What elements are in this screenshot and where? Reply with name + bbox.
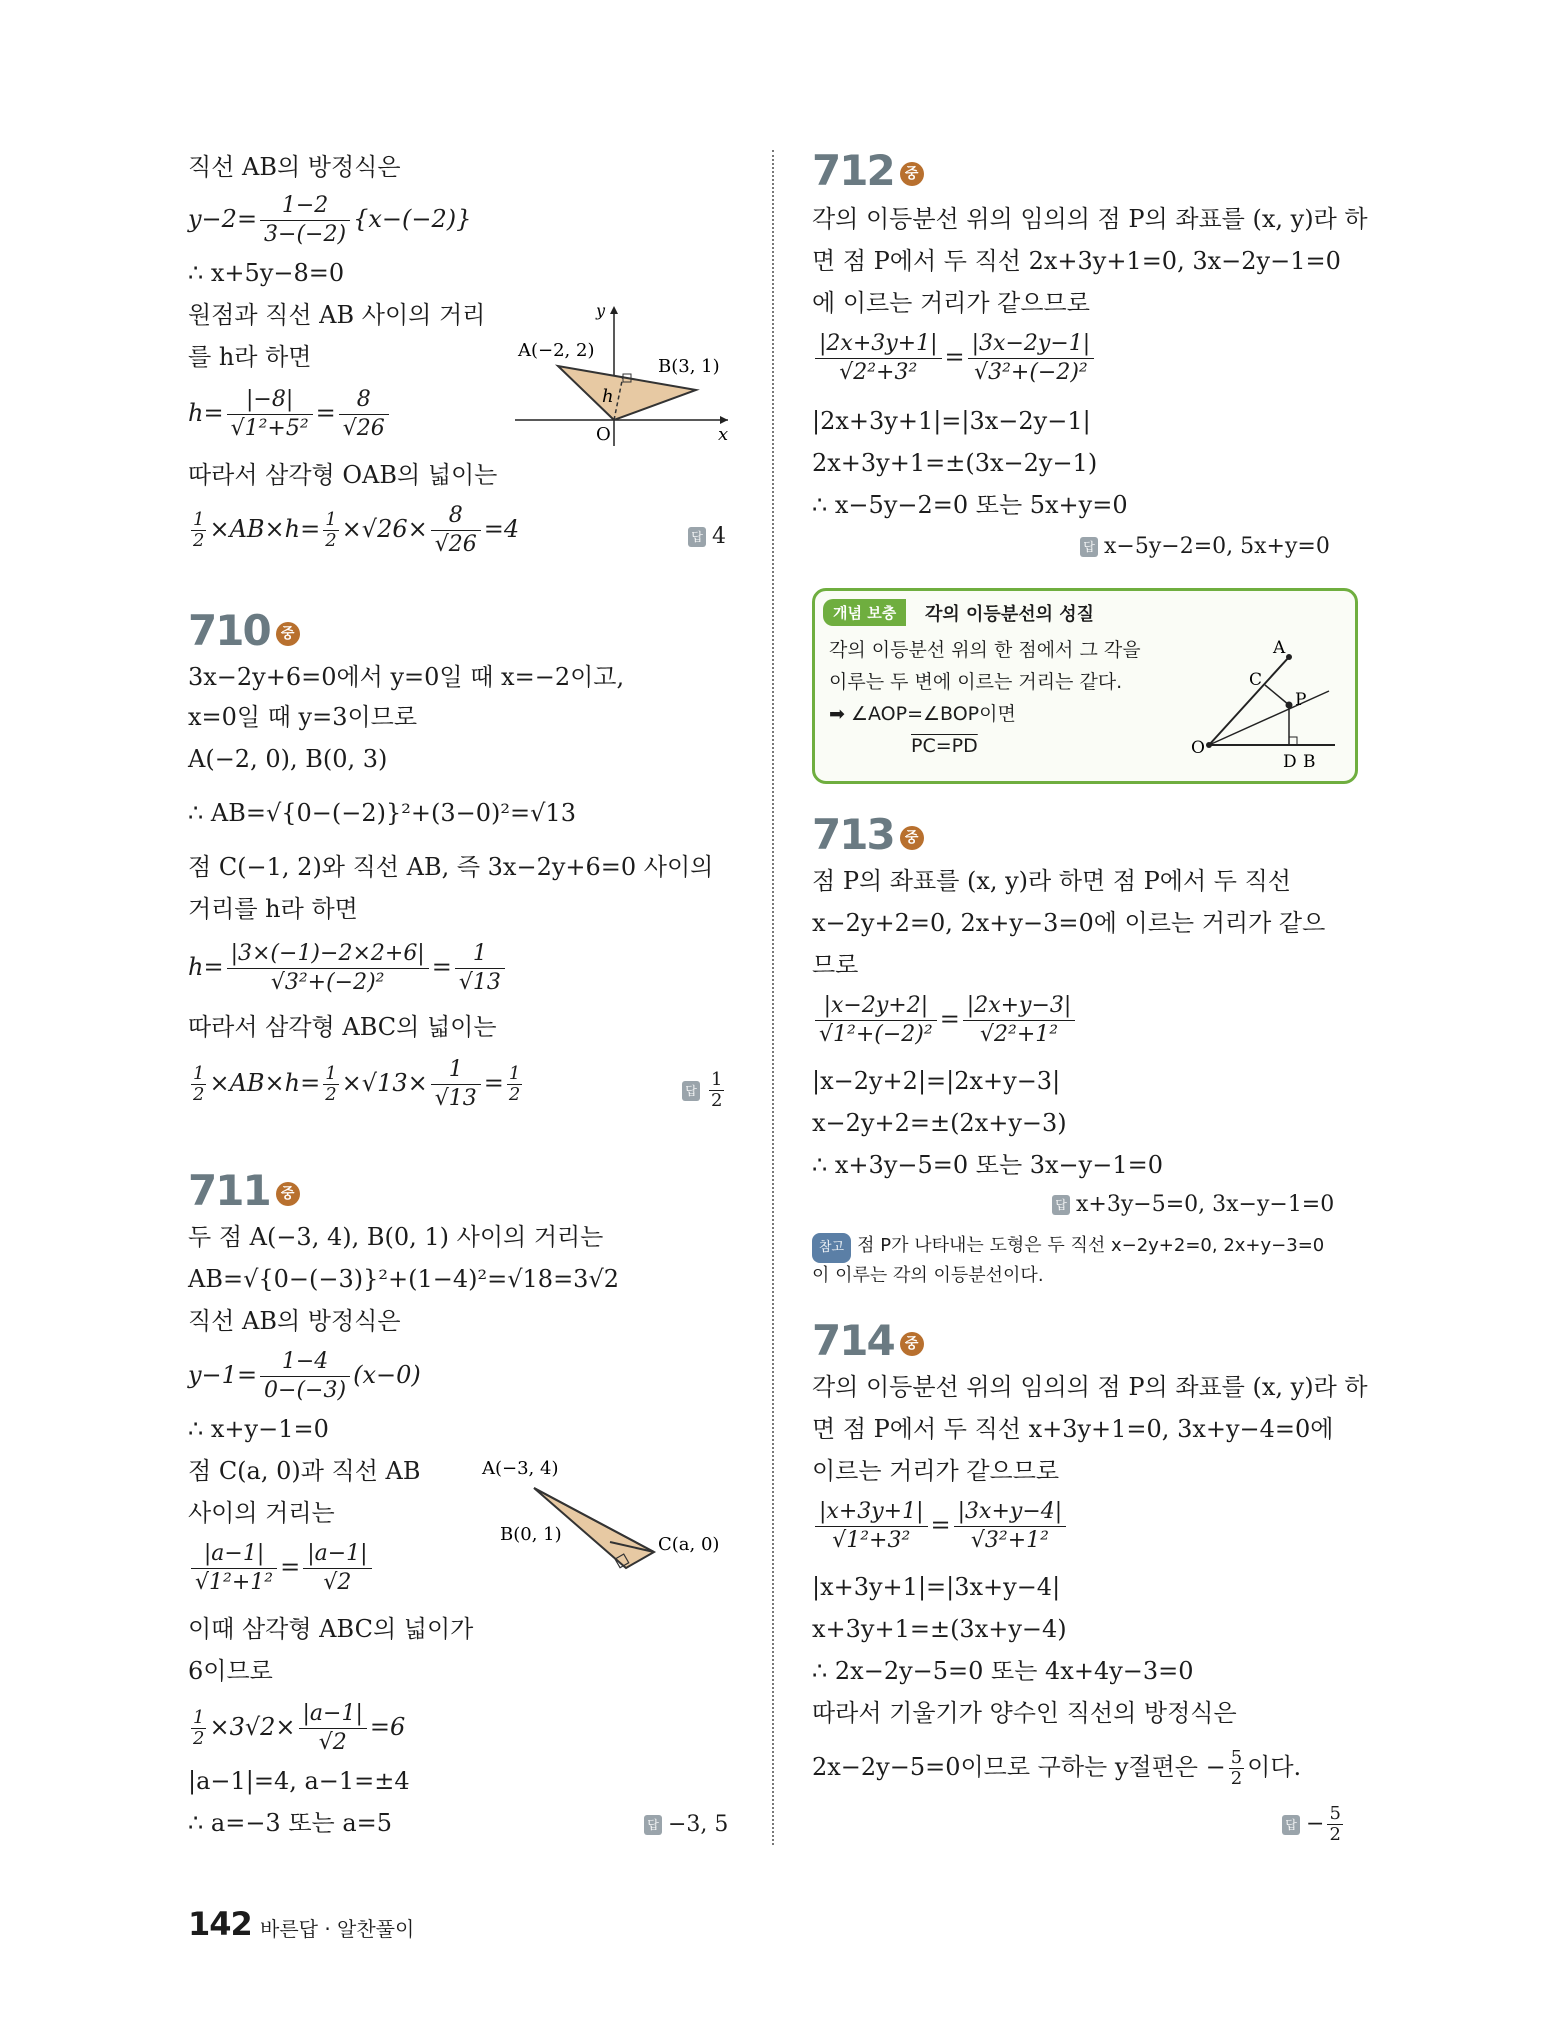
text-line: 점 C(−1, 2)와 직선 AB, 즉 3x−2y+6=0 사이의	[188, 853, 714, 881]
concept-box	[812, 588, 1358, 784]
fraction	[1327, 1804, 1342, 1845]
eq-part: =6	[369, 1713, 406, 1741]
equation: h= $\frac{|3\times(-1)-2\times 2+6|}{\text{√3²+(−2)²}}$ = $\frac{1}{√13}$	[188, 940, 508, 997]
numerator: |2x+y−3|	[963, 992, 1076, 1021]
text-line: ∴ a=−3 또는 a=5	[188, 1809, 393, 1837]
numerator: 1−4	[260, 1348, 350, 1377]
problem-number: 711	[188, 1166, 270, 1215]
problem-number-713	[812, 810, 924, 859]
fraction	[260, 192, 350, 249]
text-line: x=0일 때 y=3이므로	[188, 703, 418, 731]
right-angle-d	[1289, 737, 1297, 745]
answer-icon: 답	[1282, 1815, 1300, 1835]
fraction	[303, 1540, 371, 1597]
numerator: 1	[508, 1063, 521, 1084]
note-tag: 참고	[812, 1233, 851, 1263]
denominator: 2	[325, 530, 337, 551]
concept-line: 각의 이등분선 위의 한 점에서 그 각을	[829, 639, 1141, 661]
text-line: 거리를 h라 하면	[188, 895, 358, 923]
label-b: B	[1303, 752, 1316, 772]
label-a: A(−2, 2)	[518, 340, 595, 361]
text-line: ∴ AB=√{0−(−2)}²+(3−0)²=√13	[188, 799, 576, 827]
fraction	[323, 1064, 338, 1105]
difficulty-badge: 중	[900, 162, 924, 186]
text-line: 6이므로	[188, 1657, 273, 1685]
answer-713	[1052, 1192, 1334, 1217]
denominator: 2	[193, 530, 205, 551]
bisector-op	[1209, 691, 1329, 745]
eq-part: h=	[188, 953, 224, 981]
equation	[188, 192, 471, 249]
denominator: √26	[342, 416, 385, 441]
denominator: 2	[193, 1728, 205, 1749]
denominator: 2	[1230, 1768, 1243, 1789]
answer-icon: 답	[1080, 537, 1098, 557]
text-line: x+3y+1=±(3x+y−4)	[812, 1615, 1067, 1643]
numerator: 1	[325, 1063, 337, 1084]
text-part: 이다.	[1247, 1753, 1302, 1781]
numerator: 8	[339, 386, 389, 415]
text-part: 2x−2y−5=0이므로 구하는 y절편은 −	[812, 1753, 1226, 1781]
text-line: |2x+3y+1|=|3x−2y−1|	[812, 407, 1091, 435]
label-o: O	[596, 424, 611, 445]
denominator: √26	[434, 532, 477, 557]
numerator: |a−1|	[299, 1700, 367, 1729]
denominator: √3²+(−2)²	[270, 970, 385, 995]
numerator: |2x+3y+1|	[815, 330, 942, 359]
numerator: |a−1|	[191, 1540, 277, 1569]
page-number: 142	[188, 1905, 252, 1943]
numerator: |a−1|	[303, 1540, 371, 1569]
text-line: 면 점 P에서 두 직선 x+3y+1=0, 3x+y−4=0에	[812, 1415, 1334, 1443]
problem-number: 710	[188, 606, 270, 655]
text-line: 따라서 삼각형 OAB의 넓이는	[188, 461, 498, 489]
fraction	[1229, 1748, 1244, 1789]
equation: $\frac{|x-2y+2|}{\text{√1²+(−2)²}}$ = $\frac{|2x+y-3|}{\text{√2²+1²}}$	[812, 992, 1078, 1049]
denominator: 2	[193, 1084, 205, 1105]
denominator: √1²+(−2)²	[819, 1022, 933, 1047]
angle-bisector-figure	[1185, 633, 1345, 773]
numerator: 1	[193, 509, 205, 530]
numerator: |−8|	[227, 386, 313, 415]
eq-part: y−1=	[188, 1361, 258, 1389]
label-d: D	[1283, 752, 1297, 772]
denominator: √2	[318, 1730, 347, 1755]
note-line: 이 이루는 각의 이등분선이다.	[812, 1265, 1044, 1286]
eq-part: ×AB×h=	[209, 515, 321, 543]
text-line: 사이의 거리는	[188, 1499, 335, 1527]
eq-part: {x−(−2)}	[353, 205, 472, 233]
denominator: √3²+1²	[970, 1528, 1049, 1553]
numerator: 1	[325, 509, 337, 530]
problem-number-710	[188, 606, 300, 655]
text-line: ∴ 2x−2y−5=0 또는 4x+4y−3=0	[812, 1657, 1194, 1685]
numerator: 1	[431, 1056, 481, 1085]
fraction	[963, 992, 1076, 1049]
answer-icon: 답	[682, 1081, 700, 1101]
y-arrow	[610, 306, 618, 314]
numerator: 8	[431, 502, 481, 531]
numerator: 1−2	[260, 192, 350, 221]
denominator: √13	[434, 1086, 477, 1111]
label-o: O	[1191, 738, 1205, 758]
point-a	[1286, 654, 1292, 660]
eq-part: (x−0)	[353, 1361, 421, 1389]
label-p: P	[1295, 690, 1307, 710]
fraction	[968, 330, 1095, 387]
text-line: 직선 AB의 방정식은	[188, 1307, 401, 1335]
concept-line: PC=PD	[911, 735, 978, 757]
numerator: |3x+y−4|	[954, 1498, 1067, 1527]
numerator: 5	[1230, 1747, 1243, 1768]
text-line: ∴ x+3y−5=0 또는 3x−y−1=0	[812, 1151, 1163, 1179]
text-line: AB=√{0−(−3)}²+(1−4)²=√18=3√2	[188, 1265, 620, 1293]
numerator: 1	[455, 940, 505, 969]
eq-part: y−2=	[188, 205, 258, 233]
answer-712	[1080, 534, 1330, 559]
text-line: 를 h라 하면	[188, 343, 312, 371]
text-line: 원점과 직선 AB 사이의 거리	[188, 301, 486, 329]
problem-number-714	[812, 1316, 924, 1365]
denominator: √2²+1²	[980, 1022, 1059, 1047]
problem-number-712	[812, 146, 924, 195]
concept-line: 이루는 두 변에 이르는 거리는 같다.	[829, 671, 1123, 693]
difficulty-badge: 중	[900, 1332, 924, 1356]
eq-part: ×3√2×	[209, 1713, 296, 1741]
numerator: |x−2y+2|	[815, 992, 937, 1021]
numerator: |3×(−1)−2×2+6|	[227, 940, 429, 969]
text-line: 이르는 거리가 같으므로	[812, 1457, 1060, 1485]
numerator: |3x−2y−1|	[968, 330, 1095, 359]
answer-value: x−5y−2=0, 5x+y=0	[1104, 534, 1330, 559]
equation	[188, 1700, 405, 1757]
denominator: √1²+3²	[832, 1528, 911, 1553]
x-arrow	[720, 416, 728, 424]
text-line: 에 이르는 거리가 같으므로	[812, 289, 1090, 317]
column-divider	[772, 150, 774, 1845]
text-line: 점 C(a, 0)과 직선 AB	[188, 1457, 421, 1485]
denominator: √1²+1²	[195, 1570, 274, 1595]
difficulty-badge: 중	[276, 1182, 300, 1206]
fraction	[227, 386, 313, 443]
denominator: √2²+3²	[839, 360, 918, 385]
answer-710	[682, 1070, 727, 1111]
text-line: x−2y+2=0, 2x+y−3=0에 이르는 거리가 같으	[812, 909, 1326, 937]
answer-711	[644, 1812, 728, 1837]
equation: $\frac{|x+3y+1|}{\text{√1²+3²}}$ = $\frac{|3x+y-4|}{\text{√3²+1²}}$	[812, 1498, 1069, 1555]
label-y: y	[596, 301, 606, 320]
fraction	[815, 1498, 928, 1555]
answer-icon: 답	[688, 527, 706, 547]
fraction	[260, 1348, 350, 1405]
denominator: √2	[323, 1570, 352, 1595]
text-line: |x+3y+1|=|3x+y−4|	[812, 1573, 1061, 1601]
equation: $\frac{1}{2}$ ×AB×h= $\frac{1}{2}$ ×√13× $\frac{1}{√13}$ = $\frac{1}{2}$	[193, 1057, 521, 1111]
label-b: B(3, 1)	[658, 356, 720, 377]
text-line: 면 점 P에서 두 직선 2x+3y+1=0, 3x−2y−1=0	[812, 247, 1341, 275]
text-line: x−2y+2=±(2x+y−3)	[812, 1109, 1067, 1137]
text-line: 점 P의 좌표를 (x, y)라 하면 점 P에서 두 직선	[812, 867, 1291, 895]
text-line: ∴ x−5y−2=0 또는 5x+y=0	[812, 491, 1128, 519]
difficulty-badge: 중	[276, 622, 300, 646]
label-c: C(a, 0)	[658, 1534, 720, 1555]
concept-title: 각의 이등분선의 성질	[925, 604, 1095, 625]
denominator: 0−(−3)	[264, 1378, 347, 1403]
problem-number: 714	[812, 1316, 894, 1365]
denominator: 2	[711, 1090, 723, 1111]
eq-part: ×AB×h=	[209, 1069, 321, 1097]
fraction	[191, 1708, 206, 1749]
eq-part: =4	[483, 515, 520, 543]
fraction	[815, 992, 937, 1049]
denominator: √3²+(−2)²	[974, 360, 1088, 385]
label-c: C	[1249, 670, 1263, 690]
answer-value: −3, 5	[668, 1812, 729, 1837]
figure-709-triangle	[510, 298, 740, 448]
answer-value: 4	[712, 524, 726, 549]
problem-number-711	[188, 1166, 300, 1215]
fraction	[323, 510, 338, 551]
fraction	[191, 1540, 277, 1597]
fraction	[507, 1064, 522, 1105]
text-line: 3x−2y+6=0에서 y=0일 때 x=−2이고,	[188, 663, 625, 691]
equation: $\frac{|2x+3y+1|}{\text{√2²+3²}}$ = $\frac{|3x-2y-1|}{\text{√3²+(−2)²}}$	[812, 330, 1097, 387]
figure-711-triangle	[478, 1450, 738, 1590]
text-line: 각의 이등분선 위의 임의의 점 P의 좌표를 (x, y)라 하	[812, 205, 1368, 233]
text-line: A(−2, 0), B(0, 3)	[188, 745, 388, 773]
fraction	[299, 1700, 367, 1757]
equation: h= $\frac{|-8|}{\text{√1²+5²}}$ = $\frac{8}{√26}$	[188, 386, 392, 443]
eq-part: ×√26×	[341, 515, 428, 543]
point-p	[1286, 702, 1293, 709]
numerator: 1	[193, 1063, 205, 1084]
text-line	[812, 1748, 1301, 1789]
text-line: ∴ x+y−1=0	[188, 1415, 329, 1443]
problem-number: 712	[812, 146, 894, 195]
label-a: A	[1273, 638, 1286, 658]
eq-part: h=	[188, 399, 224, 427]
equation: $\frac{|a-1|}{\text{√1²+1²}}$ = $\frac{|a-1|}{√2}$	[188, 1540, 375, 1597]
note-line: 점 P가 나타내는 도형은 두 직선 x−2y+2=0, 2x+y−3=0	[857, 1235, 1325, 1256]
numerator: 1	[711, 1069, 723, 1090]
denominator: 2	[508, 1084, 521, 1105]
fraction	[339, 386, 389, 443]
label-x: x	[718, 424, 729, 445]
reference-note	[812, 1232, 1324, 1263]
label-a: A(−3, 4)	[482, 1458, 559, 1479]
fraction	[815, 330, 942, 387]
label-b: B(0, 1)	[500, 1524, 562, 1545]
answer-icon: 답	[1052, 1195, 1070, 1215]
equation	[188, 1348, 421, 1405]
denominator: √1²+5²	[230, 416, 309, 441]
numerator: |x+3y+1|	[815, 1498, 928, 1527]
difficulty-badge: 중	[900, 826, 924, 850]
concept-tag: 개념 보충	[823, 599, 906, 626]
fraction	[191, 510, 206, 551]
text-line: 따라서 삼각형 ABC의 넓이는	[188, 1013, 497, 1041]
segment-pc	[1265, 685, 1289, 705]
text-line: 2x+3y+1=±(3x−2y−1)	[812, 449, 1098, 477]
fraction	[954, 1498, 1067, 1555]
answer-709	[688, 524, 726, 549]
fraction	[431, 1056, 481, 1113]
concept-line: ➡ ∠AOP=∠BOP이면	[829, 703, 1016, 725]
text-line: 두 점 A(−3, 4), B(0, 1) 사이의 거리는	[188, 1223, 604, 1251]
text-line: |a−1|=4, a−1=±4	[188, 1767, 410, 1795]
text-line: 이때 삼각형 ABC의 넓이가	[188, 1615, 474, 1643]
denominator: √13	[458, 970, 501, 995]
footer-title: 바른답 · 알찬풀이	[260, 1917, 415, 1941]
fraction	[191, 1064, 206, 1105]
text-line: |x−2y+2|=|2x+y−3|	[812, 1067, 1061, 1095]
fraction	[431, 502, 481, 559]
numerator: 5	[1329, 1803, 1341, 1824]
text-line: 각의 이등분선 위의 임의의 점 P의 좌표를 (x, y)라 하	[812, 1373, 1368, 1401]
point-o	[1206, 742, 1212, 748]
equation	[188, 502, 519, 559]
denominator: 3−(−2)	[264, 222, 347, 247]
fraction	[227, 940, 429, 997]
denominator: 2	[1329, 1824, 1341, 1845]
answer-value: x+3y−5=0, 3x−y−1=0	[1076, 1192, 1335, 1217]
fraction	[709, 1070, 724, 1111]
eq-part: ×√13×	[341, 1069, 428, 1097]
text-line: 므로	[812, 951, 859, 979]
answer-icon: 답	[644, 1815, 662, 1835]
text-line: 따라서 기울기가 양수인 직선의 방정식은	[812, 1699, 1237, 1727]
denominator: 2	[325, 1084, 337, 1105]
answer-714: 답 − $\frac{5}{2}$	[1282, 1804, 1346, 1845]
fraction	[455, 940, 505, 997]
numerator: 1	[193, 1707, 205, 1728]
label-h: h	[602, 386, 614, 407]
problem-number: 713	[812, 810, 894, 859]
text-line: 직선 AB의 방정식은	[188, 153, 401, 181]
text-line: ∴ x+5y−8=0	[188, 259, 345, 287]
